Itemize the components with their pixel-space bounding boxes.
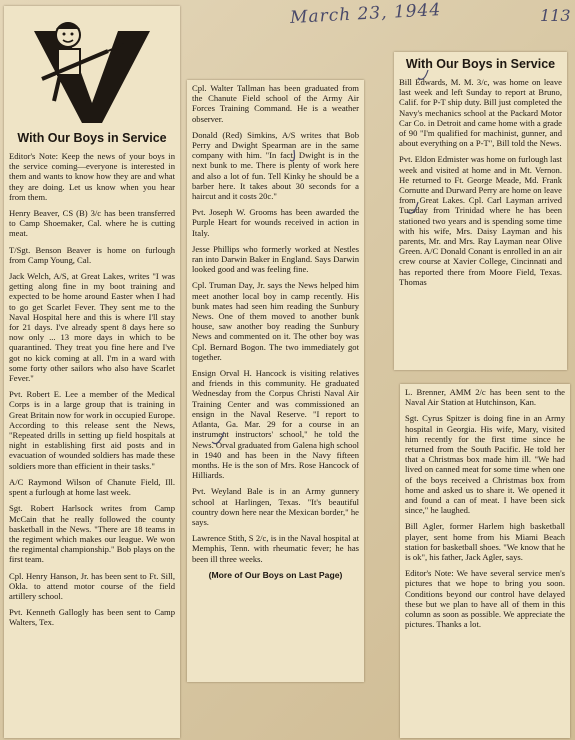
column-3-headline: With Our Boys in Service — [405, 57, 556, 71]
news-item: Ensign Orval H. Hancock is visiting relatives and friends in this community. He graduated Wednesday from the Corpus Christi Naval Air Training Center and was commissioned an ensign in the Naval Reserve. "I report to Atlanta, Ga. Mar. 29 for a course in an instrument instructors' school," he told the News. Orval graduated from Galena high school in 1940 and has been in the Navy fifteen months. He is the son of Mrs. Rose Hancock of Hilliards. — [192, 368, 359, 481]
news-item: Henry Beaver, CS (B) 3/c has been transferred to Camp Shoemaker, Cal. where he is cutting meat. — [9, 208, 175, 239]
news-item: Pvt. Kenneth Gallogly has been sent to Camp Walters, Tex. — [9, 607, 175, 628]
news-item: Bill Agler, former Harlem high basketball player, sent home from his Miami Beach station for basketball shoes. "We know that he is ok", his father, Jack Agler, says. — [405, 521, 565, 563]
news-item: Donald (Red) Simkins, A/S writes that Bob Perry and Dwight Spearman are in the same company with him. "In fact, Dwight is in the next bunk to me. There is plenty of work here and also a lot of fun. Tell Kinky he should be a barber here. It takes about 30 seconds for a haircut and it costs 20c." — [192, 129, 359, 202]
news-item: Sgt. Cyrus Spitzer is doing fine in an Army hospital in Georgia. His wife, Mary, visited him recently for the first time since he returned from the South Pacific. He told her that a Christmas box made him ill. "We had lived on canned meat for some time when one of the boys received a Christmas box from home and asked us to share it. We opened it and found a can of meat. I have been sick since," he laughed. — [405, 413, 565, 516]
news-item: Pvt. Weyland Bale is in an Army gunnery school at Harlingen, Texas. "It's beautiful country down here near the Mexican border," he says. — [192, 486, 359, 527]
news-item: Jesse Phillips who formerly worked at Nestles ran into Darwin Baker in England. Says Darwin looked good and was feeling fine. — [192, 243, 359, 275]
news-item: A/C Raymond Wilson of Chanute Field, Ill. spent a furlough at home last week. — [9, 476, 175, 498]
news-item: Pvt. Eldon Edmister was home on furlough last week and visited at home and in Mt. Vernon. He returned to Ft. George Meade, Md. Frank Cornutte and Durward Perry are home on leave from Great Lakes. Cpl. Carl Layman arrived Tuesday from Trinidad where he has been stationed two years and is spending some time with his wife, Mrs. Daisy Layman and his parents, Mr. and Mrs. Ray Layman near Olive Green. A/C Donald Conant is enrolled in an air crew course at Xavier College, Cincinnati and has reported there from Moore Field, Texas. Thomas — [399, 154, 562, 287]
news-item: L. Brenner, AMM 2/c has been sent to the Naval Air Station at Hutchinson, Kan. — [405, 387, 565, 408]
more-link-text: (More of Our Boys on Last Page) — [208, 569, 343, 580]
news-item: Sgt. Robert Harlsock writes from Camp McCain that he really followed the county basketball in the News. "There are 18 teams in the regiment which makes our league. We won the regimental championship." Bob plays on the first team. — [9, 503, 175, 565]
news-item: Cpl. Henry Hanson, Jr. has been sent to Ft. Sill, Okla. to attend motor course of the field artillery school. — [9, 570, 175, 601]
news-item: Lawrence Stith, S 2/c, is in the Naval hospital at Memphis, Tenn. with rheumatic fever; he has been ill three weeks. — [192, 533, 359, 564]
handwritten-page-number: 113 — [540, 6, 571, 25]
handwritten-date: March 23, 1944 — [289, 0, 442, 28]
news-item: Pvt. Robert E. Lee a member of the Medical Corps is in a large group that is training in Great Britain now for work in occupied Europe. According to this release sent the News, "Repeated drills in setting up field hospitals at night in establishing first aid posts and in evacuation of wounded soldiers has made these soldiers more than efficient in their tasks." — [9, 389, 175, 471]
news-item: Pvt. Joseph W. Grooms has been awarded the Purple Heart for wounds received in action in Italy. — [192, 207, 359, 238]
news-item: Bill Edwards, M. M. 3/c, was home on leave last week and left Sunday to report at Bruno, Calif. for P-T ship duty. Bill just completed the Navy's mechanics school at the Packard Motor Car Co. in Detroit and came home with a grade of 90 "I'm qualified for machinist, gunner, and about everything on a P-T", Bill told the News. — [399, 77, 562, 149]
editor-note: Editor's Note: Keep the news of your boys in the service coming—everyone is interested in them and wants to know how they are and what they are doing. Let us know when you hear from them. — [9, 151, 175, 202]
column-1-headline: With Our Boys in Service — [17, 131, 167, 145]
news-item: Cpl. Walter Tallman has been graduated from the Chanute Field school of the Army Air Forces Training Command. He is a weather observer. — [192, 83, 359, 124]
news-item: T/Sgt. Benson Beaver is home on furlough from Camp Young, Cal. — [9, 244, 175, 265]
news-item: Cpl. Truman Day, Jr. says the News helped him meet another local boy in camp recently. His bunk mates had seen him reading the Sunbury News. One of them moved to another bunk house, saw another boy reading the Sunbury News and commented on it. The other boy was Cpl. Bernard Bogon. The two immediately got together. — [192, 280, 359, 362]
editor-note: Editor's Note: We have several service men's pictures that we hope to bring you soon. Conditions beyond our control have delayed these but we plan to have all of them in this column as soon as possible. We appreciate the pictures. Thanks a lot. — [405, 568, 565, 630]
news-item: Jack Welch, A/S, at Great Lakes, writes "I was getting along fine in my boot training and expected to be home around Easter when I had to go get Scarlet Fever. They sent me to the Naval Hospital here and this is where I'll stay for 21 days. I've already spent 8 days here so now only ... 13 more days in which to be quarantined. They treat you fine here and I've got no kick coming at all. I'm in a ward with some forty other sailors who also have Scarlet Fever." — [9, 271, 175, 384]
